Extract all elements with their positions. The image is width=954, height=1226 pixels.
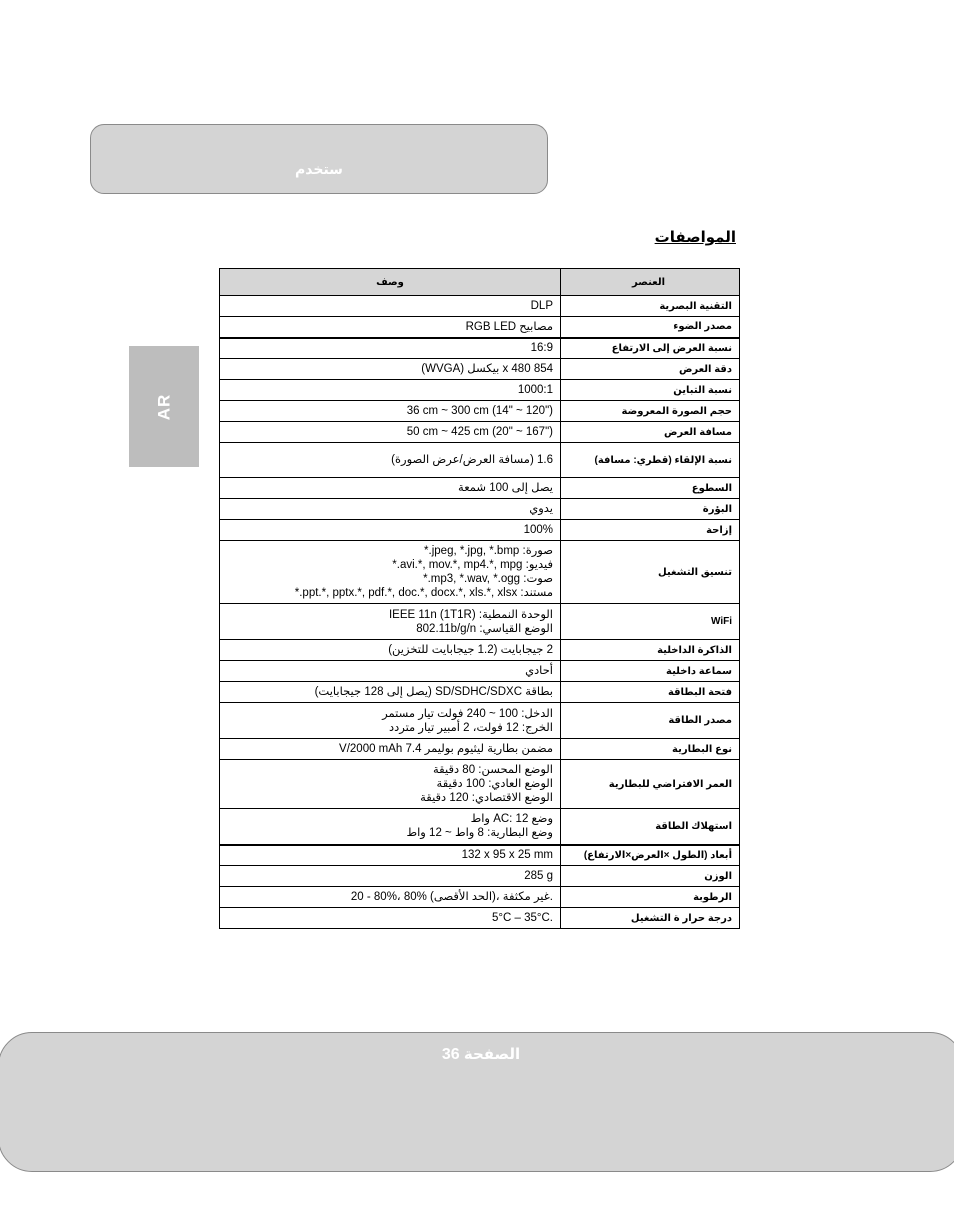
spec-description-line: الدخل: 100 ~ 240 فولت تيار مستمر <box>382 707 553 720</box>
spec-item-cell: العمر الافتراضي للبطارية <box>561 760 740 809</box>
table-row <box>220 338 740 359</box>
spec-description-cell <box>220 703 561 739</box>
spec-description-line: 2 جيجابايت (1.2 جيجابايت للتخزين) <box>388 644 553 656</box>
table-row <box>220 401 740 422</box>
spec-description-cell <box>220 541 561 604</box>
spec-description-cell <box>220 682 561 703</box>
specifications-table <box>219 268 740 929</box>
spec-description-line: الوضع العادي: 100 دقيقة <box>436 778 553 790</box>
spec-description-cell <box>220 604 561 640</box>
spec-description-line: 132 x 95 x 25 mm <box>461 849 553 862</box>
page-word: الصفحة <box>463 1046 521 1063</box>
spec-description-line: 1000:1 <box>517 384 553 396</box>
language-tab <box>129 346 199 467</box>
spec-description-line: 5°C – 35°C. <box>492 912 553 924</box>
table-row <box>220 478 740 499</box>
spec-item-cell: استهلاك الطاقة <box>561 809 740 845</box>
spec-description-cell <box>220 443 561 478</box>
table-row <box>220 845 740 866</box>
spec-item-cell: الوزن <box>561 866 740 887</box>
spec-description-line: وضع البطارية: 8 واط ~ 12 واط <box>406 827 553 840</box>
spec-description-cell <box>220 338 561 359</box>
spec-description-cell <box>220 661 561 682</box>
spec-description-line: فيديو: avi.*, mov.*, mp4.*, mpg.* <box>392 559 553 571</box>
specifications-table-body <box>220 296 740 929</box>
spec-description-line: يدوي <box>529 503 553 515</box>
spec-description-line: 16:9 <box>530 342 553 355</box>
spec-item-cell: البؤرة <box>561 499 740 520</box>
spec-description-cell <box>220 520 561 541</box>
spec-item-cell: نسبة العرض إلى الارتفاع <box>561 338 740 359</box>
spec-description-line: أحادي <box>525 665 553 677</box>
spec-item-cell: أبعاد (الطول ×العرض×الارتفاع) <box>561 845 740 866</box>
table-header-row <box>220 269 740 296</box>
spec-description-line: وضع AC: 12 واط <box>470 813 553 826</box>
spec-item-cell: إزاحة <box>561 520 740 541</box>
table-row <box>220 866 740 887</box>
spec-description-line: 100% <box>523 524 553 536</box>
spec-description-cell <box>220 296 561 317</box>
spec-description-cell <box>220 739 561 760</box>
table-row <box>220 443 740 478</box>
spec-description-cell <box>220 760 561 809</box>
spec-description-line: مضمن بطارية ليثيوم بوليمر 7.4 V/2000 mAh <box>339 743 553 755</box>
column-header-item: العنصر <box>561 269 740 296</box>
spec-description-line: مصابيح RGB LED <box>465 320 553 333</box>
table-row <box>220 604 740 640</box>
spec-description-line: مستند: ppt.*, pptx.*, pdf.*, doc.*, docx.*, xls.*, xlsx.* <box>294 587 553 599</box>
spec-item-cell: WiFi <box>561 604 740 640</box>
table-row <box>220 760 740 809</box>
spec-description-line: 854 x 480 بيكسل (WVGA) <box>421 363 553 375</box>
spec-description-line: الوحدة النمطية: IEEE 11n (1T1R) <box>388 608 553 621</box>
table-row <box>220 661 740 682</box>
spec-description-cell <box>220 499 561 520</box>
spec-item-cell: دقة العرض <box>561 359 740 380</box>
spec-description-cell <box>220 359 561 380</box>
spec-description-cell <box>220 317 561 338</box>
footer-banner <box>0 1032 954 1172</box>
table-row <box>220 317 740 338</box>
spec-description-line: الخرج: 12 فولت، 2 أمبير تيار متردد <box>389 721 553 734</box>
table-row <box>220 739 740 760</box>
spec-description-cell <box>220 866 561 887</box>
spec-item-cell: درجة حرار ة التشغيل <box>561 908 740 929</box>
language-tab-label: AR <box>154 393 173 420</box>
spec-description-line: صورة: jpeg, *.jpg, *.bmp.* <box>424 545 553 557</box>
spec-item-cell: فتحة البطاقة <box>561 682 740 703</box>
spec-item-cell: تنسيق التشغيل <box>561 541 740 604</box>
spec-description-line: يصل إلى 100 شمعة <box>458 482 553 494</box>
table-row <box>220 809 740 845</box>
spec-description-line: 20 - 80%، 80% (الحد الأقصى)، غير مكثفة. <box>350 891 553 903</box>
spec-item-cell: حجم الصورة المعروضة <box>561 401 740 422</box>
spec-description-line: الوضع المحسن: 80 دقيقة <box>433 764 553 776</box>
spec-description-line: الوضع الاقتصادي: 120 دقيقة <box>420 792 553 804</box>
spec-description-cell <box>220 380 561 401</box>
spec-item-cell: السطوع <box>561 478 740 499</box>
table-row <box>220 422 740 443</box>
table-row <box>220 640 740 661</box>
spec-description-cell <box>220 422 561 443</box>
table-row <box>220 499 740 520</box>
spec-item-cell: سماعة داخلية <box>561 661 740 682</box>
section-title: المواصفات <box>654 229 736 246</box>
spec-description-cell <box>220 401 561 422</box>
spec-description-line: 50 cm ~ 425 cm (20" ~ 167") <box>406 426 553 438</box>
spec-description-cell <box>220 478 561 499</box>
spec-description-cell <box>220 809 561 845</box>
spec-description-cell <box>220 845 561 866</box>
spec-item-cell: التقنية البصرية <box>561 296 740 317</box>
spec-item-cell: نسبة الإلقاء (قطري: مسافة) <box>561 443 740 478</box>
table-row <box>220 682 740 703</box>
table-row <box>220 887 740 908</box>
header-banner <box>90 124 548 194</box>
spec-item-cell: الذاكرة الداخلية <box>561 640 740 661</box>
table-row <box>220 296 740 317</box>
spec-description-cell <box>220 908 561 929</box>
spec-description-line: بطاقة SD/SDHC/SDXC (يصل إلى 128 جيجابايت) <box>314 686 553 698</box>
table-row <box>220 359 740 380</box>
table-row <box>220 520 740 541</box>
spec-description-cell <box>220 640 561 661</box>
spec-item-cell: الرطوبة <box>561 887 740 908</box>
table-row <box>220 908 740 929</box>
spec-description-line: الوضع القياسي: 802.11b/g/n <box>416 622 553 635</box>
spec-description-cell <box>220 887 561 908</box>
spec-description-line: صوت: mp3, *.wav, *.ogg.* <box>423 573 553 585</box>
spec-description-line: DLP <box>530 300 553 312</box>
page-label <box>0 1045 954 1064</box>
page-number: 36 <box>441 1046 460 1063</box>
spec-item-cell: مصدر الطاقة <box>561 703 740 739</box>
spec-description-line: 285 g <box>524 870 553 882</box>
header-text: ستخدم <box>295 161 343 177</box>
table-row <box>220 541 740 604</box>
table-row <box>220 703 740 739</box>
spec-item-cell: مسافة العرض <box>561 422 740 443</box>
table-row <box>220 380 740 401</box>
column-header-description: وصف <box>220 269 561 296</box>
spec-description-line: 1.6 (مسافة العرض/عرض الصورة) <box>391 454 553 466</box>
spec-item-cell: مصدر الضوء <box>561 317 740 338</box>
spec-description-line: 36 cm ~ 300 cm (14" ~ 120") <box>406 405 553 417</box>
spec-item-cell: نوع البطارية <box>561 739 740 760</box>
spec-item-cell: نسبة التباين <box>561 380 740 401</box>
